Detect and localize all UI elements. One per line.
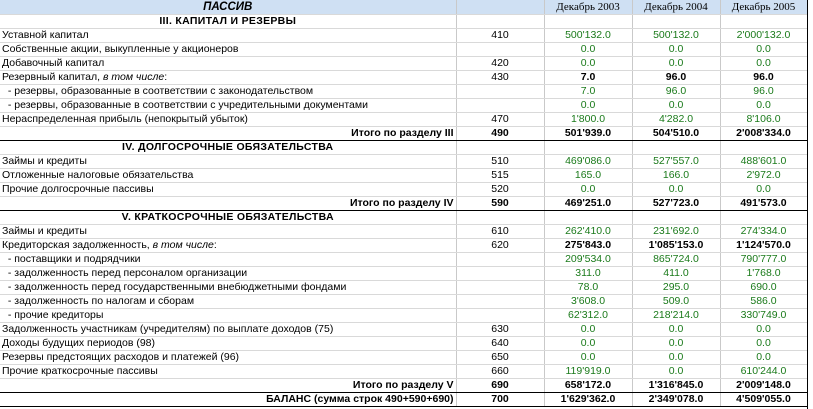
- value-cell-2005[interactable]: 96.0: [720, 85, 807, 99]
- row-label[interactable]: Собственные акции, выкупленные у акционеров: [0, 43, 456, 57]
- row-code[interactable]: 590: [456, 197, 544, 211]
- value-cell-2003[interactable]: 62'312.0: [544, 309, 632, 323]
- italic-note: в том числе: [102, 71, 165, 83]
- total-row: [0, 379, 807, 393]
- value-cell-2005[interactable]: 0.0: [720, 323, 807, 337]
- value-cell-2004[interactable]: 96.0: [632, 85, 720, 99]
- value-cell-2004[interactable]: 0.0: [632, 99, 720, 113]
- section-header-row: [0, 141, 807, 155]
- row-code[interactable]: 515: [456, 169, 544, 183]
- row-label[interactable]: Прочие долгосрочные пассивы: [0, 183, 456, 197]
- section-header-row: [0, 15, 807, 29]
- table-row: [0, 71, 807, 85]
- value-cell-2004[interactable]: 4'282.0: [632, 113, 720, 127]
- row-label[interactable]: Уставной капитал: [0, 29, 456, 43]
- row-label[interactable]: Кредиторская задолженность, в том числе:: [0, 239, 456, 253]
- value-cell-2005[interactable]: 0.0: [720, 183, 807, 197]
- table-row: [0, 239, 807, 253]
- row-code[interactable]: [456, 43, 544, 57]
- table-row: [0, 309, 807, 323]
- row-label[interactable]: III. КАПИТАЛ И РЕЗЕРВЫ: [0, 15, 456, 29]
- value-cell-2005[interactable]: 274'334.0: [720, 225, 807, 239]
- value-cell-2004[interactable]: 0.0: [632, 351, 720, 365]
- value-cell-2003[interactable]: 0.0: [544, 57, 632, 71]
- row-code[interactable]: [456, 99, 544, 113]
- row-code[interactable]: 410: [456, 29, 544, 43]
- value-cell-2004[interactable]: 218'214.0: [632, 309, 720, 323]
- row-label[interactable]: - прочие кредиторы: [0, 309, 456, 323]
- value-cell-2005[interactable]: 586.0: [720, 295, 807, 309]
- row-code[interactable]: 470: [456, 113, 544, 127]
- value-cell-2005[interactable]: 96.0: [720, 71, 807, 85]
- table-row: [0, 57, 807, 71]
- value-cell-2005[interactable]: [720, 211, 807, 225]
- value-cell-2003[interactable]: 209'534.0: [544, 253, 632, 267]
- row-label[interactable]: Доходы будущих периодов (98): [0, 337, 456, 351]
- value-cell-2004[interactable]: 0.0: [632, 323, 720, 337]
- header-code-cell[interactable]: [456, 0, 544, 15]
- row-code[interactable]: 650: [456, 351, 544, 365]
- table-row: [0, 253, 807, 267]
- row-label[interactable]: Итого по разделу III: [0, 127, 456, 141]
- value-cell-2003[interactable]: 311.0: [544, 267, 632, 281]
- row-code[interactable]: 630: [456, 323, 544, 337]
- table-row: [0, 169, 807, 183]
- value-cell-2004[interactable]: 0.0: [632, 183, 720, 197]
- value-cell-2004[interactable]: 504'510.0: [632, 127, 720, 141]
- row-label[interactable]: Задолженность участникам (учредителям) по выплате доходов (75): [0, 323, 456, 337]
- row-code[interactable]: [456, 309, 544, 323]
- table-row: [0, 29, 807, 43]
- header-row: [0, 0, 807, 15]
- value-cell-2004[interactable]: 0.0: [632, 43, 720, 57]
- italic-note: в том числе: [152, 239, 214, 251]
- value-cell-2003[interactable]: 7.0: [544, 71, 632, 85]
- value-cell-2003[interactable]: 0.0: [544, 43, 632, 57]
- row-label[interactable]: БАЛАНС (сумма строк 490+590+690): [0, 393, 456, 407]
- value-cell-2004[interactable]: 1'316'845.0: [632, 379, 720, 393]
- table-row: [0, 351, 807, 365]
- table-row: [0, 85, 807, 99]
- value-cell-2004[interactable]: 2'349'078.0: [632, 393, 720, 407]
- row-code[interactable]: 640: [456, 337, 544, 351]
- value-cell-2005[interactable]: 2'008'334.0: [720, 127, 807, 141]
- header-year-2003[interactable]: Декабрь 2003: [544, 0, 632, 15]
- table-row: [0, 225, 807, 239]
- total-row: [0, 393, 807, 407]
- value-cell-2005[interactable]: 491'573.0: [720, 197, 807, 211]
- value-cell-2005[interactable]: 2'000'132.0: [720, 29, 807, 43]
- row-code[interactable]: [456, 281, 544, 295]
- value-cell-2003[interactable]: 119'919.0: [544, 365, 632, 379]
- value-cell-2005[interactable]: 488'601.0: [720, 155, 807, 169]
- value-cell-2005[interactable]: 8'106.0: [720, 113, 807, 127]
- value-cell-2004[interactable]: 527'723.0: [632, 197, 720, 211]
- value-cell-2003[interactable]: 0.0: [544, 99, 632, 113]
- row-code[interactable]: 520: [456, 183, 544, 197]
- row-label[interactable]: Итого по разделу IV: [0, 197, 456, 211]
- table-row: [0, 113, 807, 127]
- value-cell-2003[interactable]: 469'251.0: [544, 197, 632, 211]
- row-code[interactable]: [456, 267, 544, 281]
- row-label[interactable]: - задолженность перед персоналом организации: [0, 267, 456, 281]
- total-row: [0, 197, 807, 211]
- value-cell-2005[interactable]: 610'244.0: [720, 365, 807, 379]
- value-cell-2005[interactable]: 2'972.0: [720, 169, 807, 183]
- table-row: [0, 183, 807, 197]
- row-code[interactable]: 490: [456, 127, 544, 141]
- value-cell-2003[interactable]: 0.0: [544, 323, 632, 337]
- value-cell-2005[interactable]: 0.0: [720, 337, 807, 351]
- row-label[interactable]: - резервы, образованные в соответствии с законодательством: [0, 85, 456, 99]
- value-cell-2003[interactable]: 0.0: [544, 183, 632, 197]
- value-cell-2004[interactable]: 231'692.0: [632, 225, 720, 239]
- value-cell-2003[interactable]: 658'172.0: [544, 379, 632, 393]
- row-label[interactable]: Добавочный капитал: [0, 57, 456, 71]
- row-code[interactable]: [456, 85, 544, 99]
- row-label[interactable]: Резервный капитал, в том числе:: [0, 71, 456, 85]
- row-label[interactable]: Займы и кредиты: [0, 155, 456, 169]
- value-cell-2003[interactable]: 0.0: [544, 337, 632, 351]
- row-label[interactable]: Отложенные налоговые обязательства: [0, 169, 456, 183]
- value-cell-2004[interactable]: [632, 15, 720, 29]
- value-cell-2005[interactable]: 790'777.0: [720, 253, 807, 267]
- total-row: [0, 127, 807, 141]
- row-code[interactable]: [456, 141, 544, 155]
- row-label[interactable]: - задолженность по налогам и сборам: [0, 295, 456, 309]
- value-cell-2005[interactable]: 2'009'148.0: [720, 379, 807, 393]
- row-code[interactable]: 690: [456, 379, 544, 393]
- row-code[interactable]: 660: [456, 365, 544, 379]
- value-cell-2003[interactable]: 0.0: [544, 351, 632, 365]
- value-cell-2004[interactable]: 0.0: [632, 365, 720, 379]
- value-cell-2004[interactable]: 0.0: [632, 337, 720, 351]
- row-label[interactable]: - задолженность перед государственными внебюджетными фондами: [0, 281, 456, 295]
- value-cell-2003[interactable]: 7.0: [544, 85, 632, 99]
- value-cell-2003[interactable]: 1'629'362.0: [544, 393, 632, 407]
- value-cell-2004[interactable]: 295.0: [632, 281, 720, 295]
- value-cell-2003[interactable]: 3'608.0: [544, 295, 632, 309]
- value-cell-2004[interactable]: [632, 211, 720, 225]
- row-label[interactable]: Итого по разделу V: [0, 379, 456, 393]
- row-code[interactable]: 620: [456, 239, 544, 253]
- table-row: [0, 267, 807, 281]
- value-cell-2005[interactable]: 0.0: [720, 43, 807, 57]
- table-row: [0, 337, 807, 351]
- value-cell-2003[interactable]: 275'843.0: [544, 239, 632, 253]
- row-label[interactable]: Прочие краткосрочные пассивы: [0, 365, 456, 379]
- row-code[interactable]: [456, 295, 544, 309]
- value-cell-2004[interactable]: 0.0: [632, 57, 720, 71]
- table-row: [0, 99, 807, 113]
- table-row: [0, 281, 807, 295]
- row-code[interactable]: [456, 211, 544, 225]
- row-code[interactable]: 700: [456, 393, 544, 407]
- value-cell-2004[interactable]: 500'132.0: [632, 29, 720, 43]
- row-code[interactable]: 430: [456, 71, 544, 85]
- value-cell-2004[interactable]: [632, 141, 720, 155]
- value-cell-2005[interactable]: 690.0: [720, 281, 807, 295]
- row-label[interactable]: - резервы, образованные в соответствии с учредительными документами: [0, 99, 456, 113]
- row-code[interactable]: 610: [456, 225, 544, 239]
- value-cell-2004[interactable]: 1'085'153.0: [632, 239, 720, 253]
- value-cell-2004[interactable]: 527'557.0: [632, 155, 720, 169]
- value-cell-2005[interactable]: 0.0: [720, 57, 807, 71]
- row-label[interactable]: IV. ДОЛГОСРОЧНЫЕ ОБЯЗАТЕЛЬСТВА: [0, 141, 456, 155]
- table-row: [0, 43, 807, 57]
- value-cell-2003[interactable]: [544, 211, 632, 225]
- value-cell-2003[interactable]: 501'939.0: [544, 127, 632, 141]
- value-cell-2005[interactable]: 1'124'570.0: [720, 239, 807, 253]
- value-cell-2003[interactable]: 469'086.0: [544, 155, 632, 169]
- value-cell-2003[interactable]: 262'410.0: [544, 225, 632, 239]
- row-code[interactable]: 510: [456, 155, 544, 169]
- row-label[interactable]: Резервы предстоящих расходов и платежей (96): [0, 351, 456, 365]
- value-cell-2005[interactable]: [720, 141, 807, 155]
- value-cell-2005[interactable]: 0.0: [720, 351, 807, 365]
- value-cell-2003[interactable]: 500'132.0: [544, 29, 632, 43]
- value-cell-2003[interactable]: [544, 141, 632, 155]
- value-cell-2004[interactable]: 96.0: [632, 71, 720, 85]
- value-cell-2004[interactable]: 166.0: [632, 169, 720, 183]
- row-label[interactable]: Займы и кредиты: [0, 225, 456, 239]
- table-row: [0, 365, 807, 379]
- value-cell-2005[interactable]: 1'768.0: [720, 267, 807, 281]
- row-label[interactable]: V. КРАТКОСРОЧНЫЕ ОБЯЗАТЕЛЬСТВА: [0, 211, 456, 225]
- table-row: [0, 295, 807, 309]
- row-label[interactable]: Нераспределенная прибыль (непокрытый убыток): [0, 113, 456, 127]
- section-header-row: [0, 211, 807, 225]
- row-code[interactable]: [456, 253, 544, 267]
- table-row: [0, 155, 807, 169]
- value-cell-2004[interactable]: 509.0: [632, 295, 720, 309]
- value-cell-2003[interactable]: [544, 15, 632, 29]
- sheet-right-border: [807, 0, 808, 409]
- value-cell-2005[interactable]: 330'749.0: [720, 309, 807, 323]
- value-cell-2003[interactable]: 78.0: [544, 281, 632, 295]
- header-title[interactable]: ПАССИВ: [0, 0, 456, 15]
- row-code[interactable]: 420: [456, 57, 544, 71]
- value-cell-2003[interactable]: 1'800.0: [544, 113, 632, 127]
- row-code[interactable]: [456, 15, 544, 29]
- row-label[interactable]: - поставщики и подрядчики: [0, 253, 456, 267]
- value-cell-2005[interactable]: [720, 15, 807, 29]
- value-cell-2004[interactable]: 411.0: [632, 267, 720, 281]
- value-cell-2005[interactable]: 0.0: [720, 99, 807, 113]
- value-cell-2003[interactable]: 165.0: [544, 169, 632, 183]
- value-cell-2005[interactable]: 4'509'055.0: [720, 393, 807, 407]
- value-cell-2004[interactable]: 865'724.0: [632, 253, 720, 267]
- header-year-2005[interactable]: Декабрь 2005: [720, 0, 807, 15]
- header-year-2004[interactable]: Декабрь 2004: [632, 0, 720, 15]
- table-row: [0, 323, 807, 337]
